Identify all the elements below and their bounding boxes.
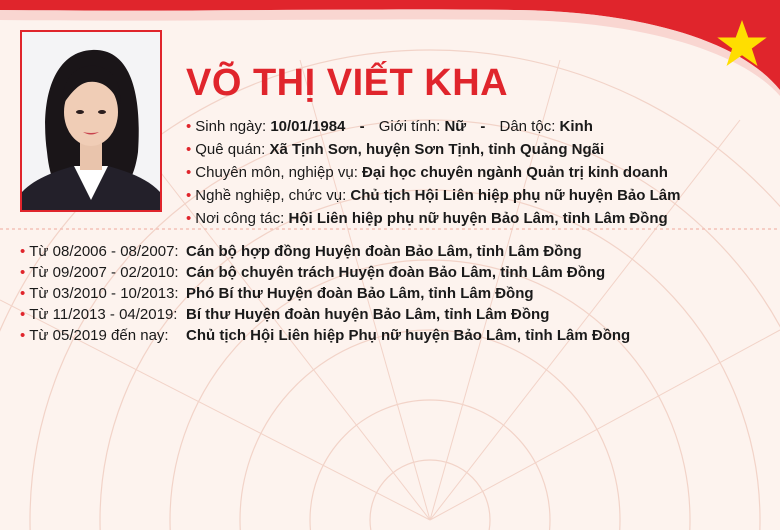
bullet-icon: • xyxy=(186,118,192,135)
info-label: Nơi công tác: xyxy=(195,210,285,227)
ethnicity-label: Dân tộc: xyxy=(499,118,556,135)
portrait-photo xyxy=(20,30,162,212)
career-position: Cán bộ hợp đồng Huyện đoàn Bảo Lâm, tỉnh Lâm Đồng xyxy=(186,243,582,260)
career-position: Cán bộ chuyên trách Huyện đoàn Bảo Lâm, tỉnh Lâm Đồng xyxy=(186,264,606,281)
career-position: Phó Bí thư Huyện đoàn Bảo Lâm, tỉnh Lâm Đồng xyxy=(186,285,534,302)
separator: - xyxy=(359,118,365,135)
info-label: Nghề nghiệp, chức vụ: xyxy=(195,187,347,204)
position-value: Chủ tịch Hội Liên hiệp phụ nữ huyện Bảo Lâm xyxy=(350,187,681,204)
bullet-icon: • xyxy=(20,243,26,260)
personal-info xyxy=(186,115,680,230)
info-label: Sinh ngày: xyxy=(195,118,267,135)
career-position: Bí thư Huyện đoàn huyện Bảo Lâm, tỉnh Lâm Đồng xyxy=(186,306,550,323)
career-position: Chủ tịch Hội Liên hiệp Phụ nữ huyện Bảo Lâm, tỉnh Lâm Đồng xyxy=(186,327,631,344)
bullet-icon: • xyxy=(20,306,26,323)
workplace-value: Hội Liên hiệp phụ nữ huyện Bảo Lâm, tỉnh Lâm Đồng xyxy=(288,210,668,227)
career-history xyxy=(20,241,630,346)
info-workplace-row xyxy=(186,207,680,230)
bullet-icon: • xyxy=(20,264,26,281)
career-period: Từ 08/2006 - 08/2007: xyxy=(29,243,179,260)
bullet-icon: • xyxy=(186,164,192,181)
career-period: Từ 09/2007 - 02/2010: xyxy=(29,264,179,281)
separator: - xyxy=(480,118,486,135)
career-period: Từ 03/2010 - 10/2013: xyxy=(29,285,179,302)
info-specialty-row xyxy=(186,161,680,184)
info-label: Chuyên môn, nghiệp vụ: xyxy=(195,164,358,181)
career-item xyxy=(20,325,630,346)
career-period: Từ 05/2019 đến nay: xyxy=(29,327,169,344)
career-item xyxy=(20,241,630,262)
info-birth-row xyxy=(186,115,680,138)
career-item xyxy=(20,262,630,283)
info-label: Quê quán: xyxy=(195,141,266,158)
hometown-value: Xã Tịnh Sơn, huyện Sơn Tịnh, tỉnh Quảng Ngãi xyxy=(269,141,605,158)
bullet-icon: • xyxy=(186,210,192,227)
career-period: Từ 11/2013 - 04/2019: xyxy=(29,306,178,323)
bullet-icon: • xyxy=(20,327,26,344)
person-name: VÕ THỊ VIẾT KHA xyxy=(186,62,509,104)
ethnicity-value: Kinh xyxy=(559,118,593,135)
career-item xyxy=(20,283,630,304)
gender-value: Nữ xyxy=(444,118,467,135)
star-icon xyxy=(716,18,768,70)
info-hometown-row xyxy=(186,138,680,161)
info-position-row xyxy=(186,184,680,207)
gender-label: Giới tính: xyxy=(378,118,441,135)
bullet-icon: • xyxy=(20,285,26,302)
bullet-icon: • xyxy=(186,141,192,158)
career-item xyxy=(20,304,630,325)
bullet-icon: • xyxy=(186,187,192,204)
birth-date: 10/01/1984 xyxy=(270,118,346,135)
specialty-value: Đại học chuyên ngành Quản trị kinh doanh xyxy=(362,164,668,181)
